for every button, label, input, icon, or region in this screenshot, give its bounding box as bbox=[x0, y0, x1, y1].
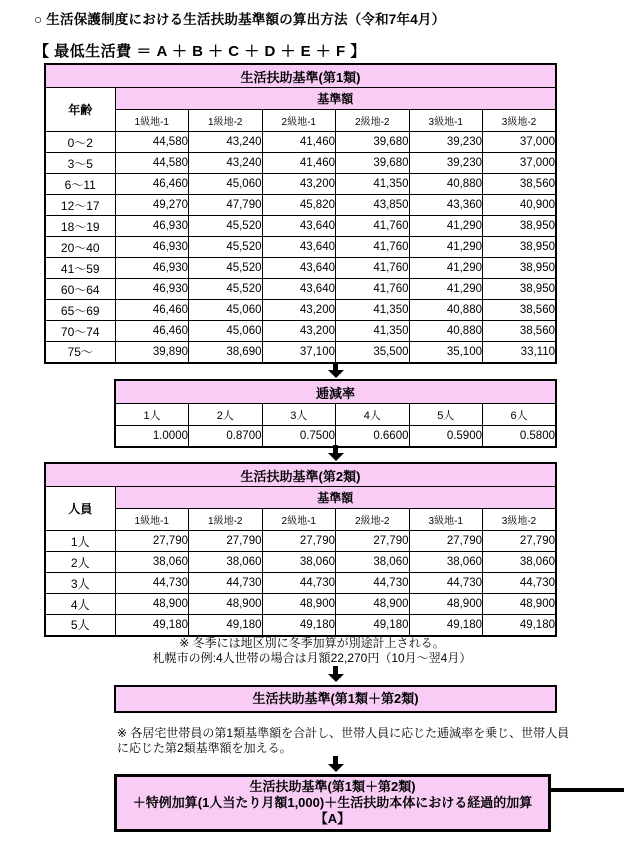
value-cell: 27,790 bbox=[409, 531, 483, 552]
value-cell: 48,900 bbox=[262, 594, 336, 615]
value-cell: 38,950 bbox=[483, 237, 557, 258]
row-label-cell: 20～40 bbox=[45, 237, 115, 258]
row-header-label-cell: 年齢 bbox=[45, 88, 115, 132]
value-cell: 46,460 bbox=[115, 174, 189, 195]
group-header-cell: 基準額 bbox=[115, 88, 556, 110]
column-header-cell: 2級地-1 bbox=[262, 110, 336, 132]
table-title-cell: 生活扶助基準(第2類) bbox=[45, 463, 556, 487]
arrow-stem bbox=[333, 362, 338, 370]
row-label-cell: 41～59 bbox=[45, 258, 115, 279]
arrow-head bbox=[328, 453, 344, 461]
value-cell: 41,350 bbox=[336, 321, 410, 342]
arrow-stem bbox=[333, 666, 338, 674]
value-cell: 45,060 bbox=[189, 300, 263, 321]
table-title-cell: 逓減率 bbox=[115, 380, 556, 404]
value-cell: 41,350 bbox=[336, 300, 410, 321]
row-label-cell: 65～69 bbox=[45, 300, 115, 321]
combine-note-line1: ※ 各居宅世帯員の第1類基準額を合計し、世帯人員に応じた逓減率を乗じ、世帯人員 bbox=[117, 726, 570, 740]
down-arrow-icon bbox=[327, 445, 344, 461]
value-cell: 48,900 bbox=[115, 594, 189, 615]
value-cell: 39,890 bbox=[115, 342, 189, 363]
table-title-cell: 生活扶助基準(第1類) bbox=[45, 64, 556, 88]
row-label-cell: 5人 bbox=[45, 615, 115, 636]
value-cell: 27,790 bbox=[483, 531, 557, 552]
value-cell: 45,520 bbox=[189, 279, 263, 300]
first-class-standard-table bbox=[44, 63, 557, 364]
value-cell: 48,900 bbox=[483, 594, 557, 615]
value-cell: 40,880 bbox=[409, 321, 483, 342]
value-cell: 0.8700 bbox=[189, 426, 263, 447]
row-label-cell: 2人 bbox=[45, 552, 115, 573]
final-box-line1: 生活扶助基準(第1類＋第2類) bbox=[249, 779, 416, 794]
second-class-standard-table bbox=[44, 462, 557, 637]
value-cell: 40,880 bbox=[409, 300, 483, 321]
value-cell: 43,640 bbox=[262, 237, 336, 258]
value-cell: 49,180 bbox=[115, 615, 189, 636]
value-cell: 49,180 bbox=[336, 615, 410, 636]
value-cell: 43,240 bbox=[189, 132, 263, 153]
value-cell: 37,000 bbox=[483, 153, 557, 174]
value-cell: 27,790 bbox=[115, 531, 189, 552]
value-cell: 37,000 bbox=[483, 132, 557, 153]
column-header-cell: 3級地-1 bbox=[409, 110, 483, 132]
document-title: ○ 生活保護制度における生活扶助基準額の算出方法（令和7年4月） bbox=[34, 12, 446, 27]
value-cell: 45,820 bbox=[262, 195, 336, 216]
value-cell: 41,460 bbox=[262, 132, 336, 153]
value-cell: 38,560 bbox=[483, 321, 557, 342]
arrow-head bbox=[328, 370, 344, 378]
row-label-cell: 3～5 bbox=[45, 153, 115, 174]
column-header-cell: 3級地-2 bbox=[483, 110, 557, 132]
value-cell: 37,100 bbox=[262, 342, 336, 363]
reduction-rate-table bbox=[114, 379, 557, 448]
value-cell: 38,060 bbox=[189, 552, 263, 573]
value-cell: 44,730 bbox=[262, 573, 336, 594]
value-cell: 46,930 bbox=[115, 216, 189, 237]
value-cell: 38,060 bbox=[262, 552, 336, 573]
combination-method-note bbox=[117, 726, 587, 756]
value-cell: 35,100 bbox=[409, 342, 483, 363]
arrow-stem bbox=[333, 756, 338, 764]
value-cell: 44,730 bbox=[189, 573, 263, 594]
value-cell: 49,270 bbox=[115, 195, 189, 216]
value-cell: 0.6600 bbox=[336, 426, 410, 447]
value-cell: 44,730 bbox=[115, 573, 189, 594]
final-box-line2: ＋特例加算(1人当たり月額1,000)＋生活扶助本体における経過的加算【A】 bbox=[132, 795, 533, 826]
value-cell: 45,520 bbox=[189, 237, 263, 258]
arrow-head bbox=[328, 674, 344, 682]
row-label-cell: 18～19 bbox=[45, 216, 115, 237]
value-cell: 44,730 bbox=[409, 573, 483, 594]
value-cell: 27,790 bbox=[262, 531, 336, 552]
down-arrow-icon bbox=[327, 756, 344, 772]
column-header-cell: 2級地-2 bbox=[336, 110, 410, 132]
column-header-cell: 2級地-1 bbox=[262, 509, 336, 531]
value-cell: 41,290 bbox=[409, 258, 483, 279]
value-cell: 41,460 bbox=[262, 153, 336, 174]
value-cell: 44,580 bbox=[115, 153, 189, 174]
value-cell: 47,790 bbox=[189, 195, 263, 216]
value-cell: 49,180 bbox=[409, 615, 483, 636]
value-cell: 48,900 bbox=[409, 594, 483, 615]
value-cell: 38,950 bbox=[483, 279, 557, 300]
value-cell: 45,060 bbox=[189, 321, 263, 342]
arrow-head bbox=[328, 764, 344, 772]
row-label-cell: 1人 bbox=[45, 531, 115, 552]
value-cell: 27,790 bbox=[336, 531, 410, 552]
value-cell: 43,200 bbox=[262, 174, 336, 195]
value-cell: 39,230 bbox=[409, 132, 483, 153]
value-cell: 44,730 bbox=[483, 573, 557, 594]
value-cell: 38,560 bbox=[483, 174, 557, 195]
minimum-living-cost-formula: 【 最低生活費 ＝ A ＋ B ＋ C ＋ D ＋ E ＋ F 】 bbox=[34, 43, 366, 60]
value-cell: 46,930 bbox=[115, 237, 189, 258]
value-cell: 38,560 bbox=[483, 300, 557, 321]
row-label-cell: 0～2 bbox=[45, 132, 115, 153]
winter-note-line1: ※ 冬季には地区別に冬季加算が別途計上される。 bbox=[179, 636, 445, 650]
value-cell: 0.5900 bbox=[409, 426, 483, 447]
column-header-cell: 5人 bbox=[409, 404, 483, 426]
final-standard-box bbox=[114, 774, 551, 832]
value-cell: 38,060 bbox=[409, 552, 483, 573]
value-cell: 43,200 bbox=[262, 300, 336, 321]
value-cell: 46,460 bbox=[115, 300, 189, 321]
column-header-cell: 3級地-1 bbox=[409, 509, 483, 531]
value-cell: 0.5800 bbox=[483, 426, 557, 447]
column-header-cell: 3人 bbox=[262, 404, 336, 426]
value-cell: 45,520 bbox=[189, 216, 263, 237]
value-cell: 41,760 bbox=[336, 237, 410, 258]
group-header-cell: 基準額 bbox=[115, 487, 556, 509]
value-cell: 46,460 bbox=[115, 321, 189, 342]
value-cell: 43,640 bbox=[262, 258, 336, 279]
value-cell: 41,350 bbox=[336, 174, 410, 195]
value-cell: 35,500 bbox=[336, 342, 410, 363]
value-cell: 49,180 bbox=[483, 615, 557, 636]
value-cell: 41,760 bbox=[336, 279, 410, 300]
arrow-stem bbox=[333, 445, 338, 453]
winter-addition-note bbox=[0, 636, 624, 666]
column-header-cell: 1級地-1 bbox=[115, 110, 189, 132]
value-cell: 40,880 bbox=[409, 174, 483, 195]
subtotal-standard-box: 生活扶助基準(第1類＋第2類) bbox=[114, 685, 557, 713]
value-cell: 38,950 bbox=[483, 216, 557, 237]
row-label-cell: 4人 bbox=[45, 594, 115, 615]
row-header-label-cell: 人員 bbox=[45, 487, 115, 531]
value-cell: 41,760 bbox=[336, 258, 410, 279]
column-header-cell: 1人 bbox=[115, 404, 189, 426]
value-cell: 33,110 bbox=[483, 342, 557, 363]
value-cell: 45,520 bbox=[189, 258, 263, 279]
value-cell: 48,900 bbox=[189, 594, 263, 615]
value-cell: 0.7500 bbox=[262, 426, 336, 447]
column-header-cell: 6人 bbox=[483, 404, 557, 426]
value-cell: 38,690 bbox=[189, 342, 263, 363]
value-cell: 43,240 bbox=[189, 153, 263, 174]
value-cell: 43,850 bbox=[336, 195, 410, 216]
value-cell: 38,060 bbox=[336, 552, 410, 573]
value-cell: 27,790 bbox=[189, 531, 263, 552]
connector-line bbox=[551, 788, 624, 792]
value-cell: 40,900 bbox=[483, 195, 557, 216]
row-label-cell: 12～17 bbox=[45, 195, 115, 216]
row-label-cell: 6～11 bbox=[45, 174, 115, 195]
value-cell: 43,200 bbox=[262, 321, 336, 342]
row-label-cell: 70～74 bbox=[45, 321, 115, 342]
column-header-cell: 2級地-2 bbox=[336, 509, 410, 531]
value-cell: 39,680 bbox=[336, 132, 410, 153]
value-cell: 43,640 bbox=[262, 279, 336, 300]
value-cell: 41,290 bbox=[409, 279, 483, 300]
value-cell: 39,230 bbox=[409, 153, 483, 174]
winter-note-line2: 札幌市の例:4人世帯の場合は月額22,270円（10月～翌4月） bbox=[152, 651, 472, 665]
row-label-cell: 60～64 bbox=[45, 279, 115, 300]
column-header-cell: 3級地-2 bbox=[483, 509, 557, 531]
value-cell: 43,640 bbox=[262, 216, 336, 237]
value-cell: 43,360 bbox=[409, 195, 483, 216]
value-cell: 41,760 bbox=[336, 216, 410, 237]
value-cell: 44,580 bbox=[115, 132, 189, 153]
column-header-cell: 2人 bbox=[189, 404, 263, 426]
column-header-cell: 1級地-2 bbox=[189, 509, 263, 531]
value-cell: 44,730 bbox=[336, 573, 410, 594]
value-cell: 39,680 bbox=[336, 153, 410, 174]
value-cell: 38,060 bbox=[483, 552, 557, 573]
combine-note-line2: に応じた第2類基準額を加える。 bbox=[117, 741, 292, 755]
column-header-cell: 1級地-2 bbox=[189, 110, 263, 132]
column-header-cell: 4人 bbox=[336, 404, 410, 426]
value-cell: 48,900 bbox=[336, 594, 410, 615]
value-cell: 49,180 bbox=[262, 615, 336, 636]
value-cell: 49,180 bbox=[189, 615, 263, 636]
down-arrow-icon bbox=[327, 362, 344, 378]
value-cell: 38,060 bbox=[115, 552, 189, 573]
column-header-cell: 1級地-1 bbox=[115, 509, 189, 531]
value-cell: 46,930 bbox=[115, 258, 189, 279]
row-label-cell: 3人 bbox=[45, 573, 115, 594]
value-cell: 41,290 bbox=[409, 216, 483, 237]
value-cell: 38,950 bbox=[483, 258, 557, 279]
value-cell: 45,060 bbox=[189, 174, 263, 195]
value-cell: 41,290 bbox=[409, 237, 483, 258]
value-cell: 46,930 bbox=[115, 279, 189, 300]
down-arrow-icon bbox=[327, 666, 344, 682]
row-label-cell: 75～ bbox=[45, 342, 115, 363]
value-cell: 1.0000 bbox=[115, 426, 189, 447]
